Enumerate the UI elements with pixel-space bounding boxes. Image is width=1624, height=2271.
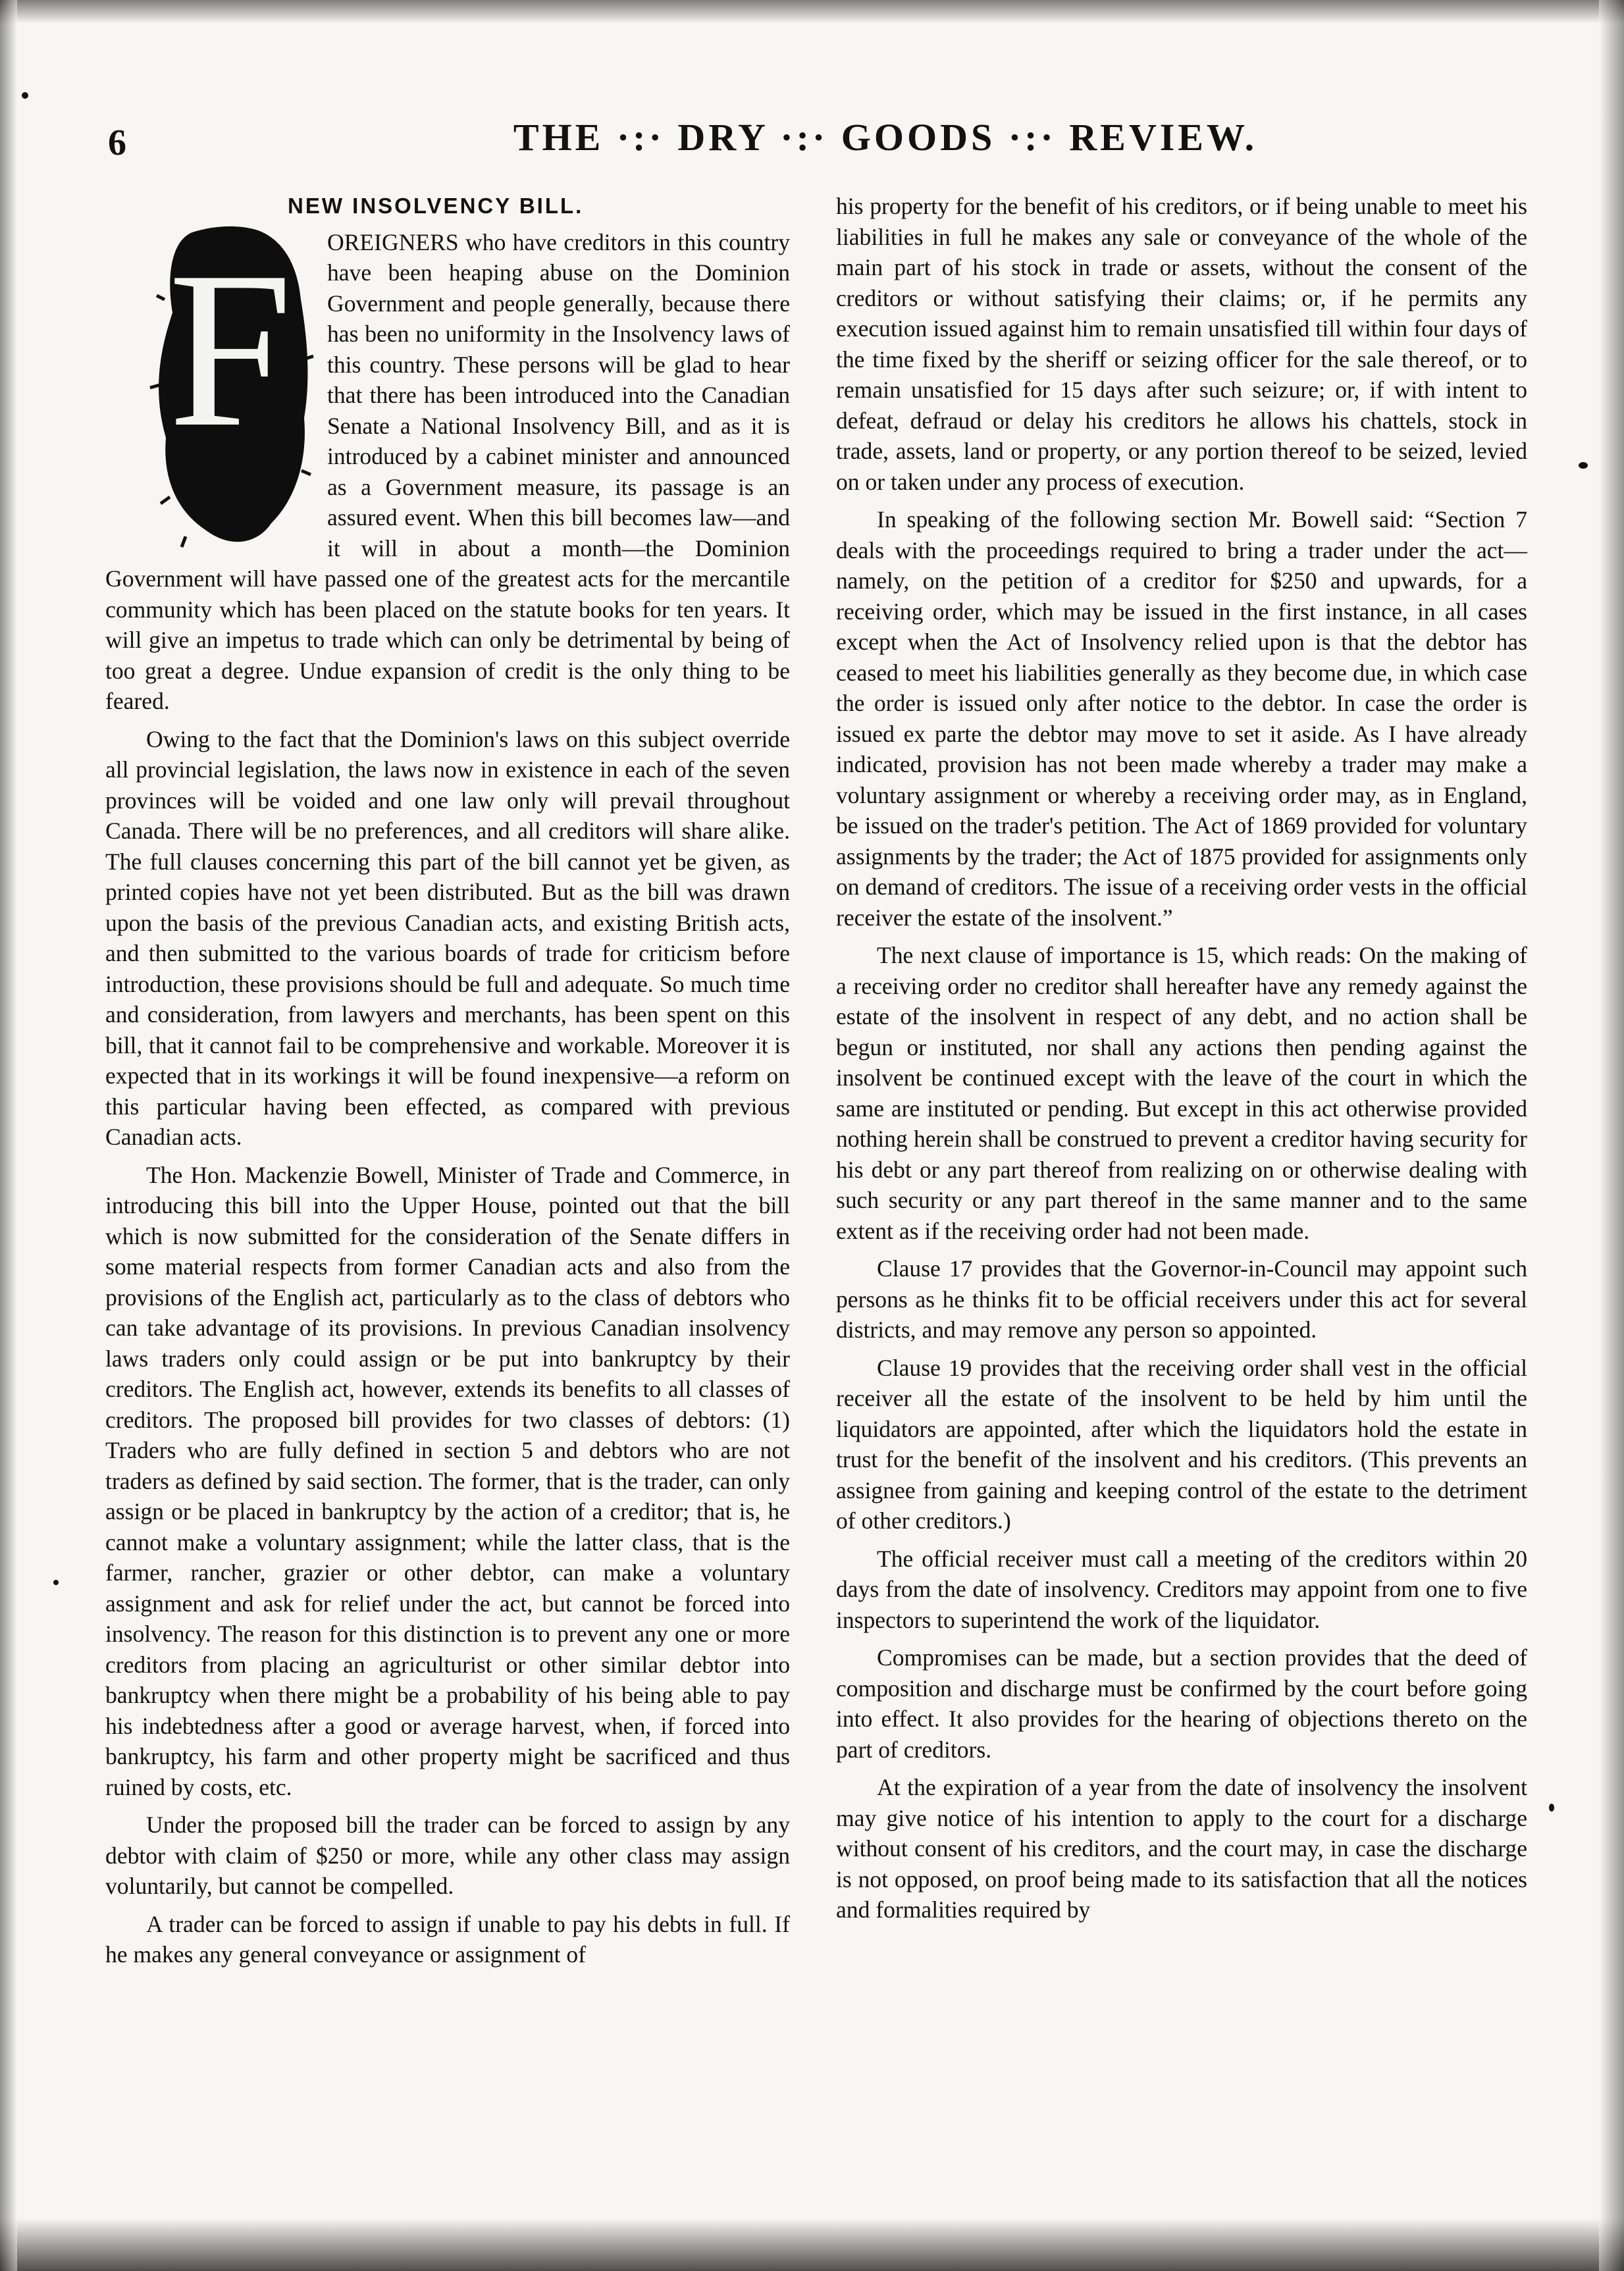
- right-paragraph-2: In speaking of the following section Mr. Bowell said: “Section 7 deals with the proceedings required to bring a trader under the act—namely, on the petition of a creditor for $250 and upwards, for a receiving order, which may be issued in the first instance, in all cases except when the Act of Insolvency relied upon is that the debtor has ceased to meet his liabilities generally as they become due, in which case the order is issued only after notice to the debtor. In case the order is issued ex parte the debtor may move to set it aside. As I have already indicated, provision has not been made whereby a trader may make a voluntary assignment or whereby a receiving order may, as in England, be issued on the trader's petition. The Act of 1869 provided for voluntary assignments by the trader; the Act of 1875 provided for assignments only on demand of creditors. The issue of a receiving order vests in the official receiver the estate of the insolvent.”: [836, 506, 1527, 931]
- dropcap-letter-f-icon: [146, 221, 314, 556]
- speck-mark: [53, 1580, 59, 1585]
- left-paragraph-2: Owing to the fact that the Dominion's laws on this subject override all provincial legislation, the laws now in existence in each of the seven provinces will be voided and one law only will prevail throughout Canada. There will be no preferences, and all creditors will share alike. The full clauses concerning this part of the bill cannot yet be given, as printed copies have not yet been distributed. But as the bill was drawn upon the basis of the previous Canadian acts, and existing British acts, and then submitted to the various boards of trade for criticism before introduction, these provisions should be full and adequate. So much time and consideration, from lawyers and merchants, has been spent on this bill, that it cannot fail to be comprehensive and workable. Moreover it is expected that in its workings it will be found inexpensive—a reform on this particular having been effected, as compared with previous Canadian acts.: [105, 725, 790, 1150]
- right-paragraph-6: The official receiver must call a meeting of the creditors within 20 days from the date of insolvency. Creditors may appoint from one to five inspectors to superintend the work of the liquidator.: [836, 1545, 1527, 1633]
- right-paragraph-3: The next clause of importance is 15, which reads: On the making of a receiving order no creditor shall hereafter have any remedy against the estate of the insolvent in respect of any debt, and no action shall be begun or instituted, nor shall any actions then pending against the insolvent be continued except with the leave of the court in which the same are instituted or pending. But except in this act otherwise provided nothing herein shall be construed to prevent a creditor having security for his debt or any part thereof from realizing on or otherwise dealing with such security or any part thereof in the same manner and to the same extent as if the receiving order had not been made.: [836, 942, 1527, 1244]
- page-edge-top: [0, 0, 1624, 24]
- speck-mark: [22, 92, 28, 99]
- left-paragraph-3: The Hon. Mackenzie Bowell, Minister of Trade and Commerce, in introducing this bill into the Upper House, pointed out that the bill which is now submitted for the consideration of the Senate differs in some material respects from former Canadian acts and also from the provisions of the English act, particularly as to the class of debtors who can take advantage of its provisions. In previous Canadian insolvency laws traders only could assign or be put into bankruptcy by their creditors. The English act, however, extends its benefits to all classes of creditors. The proposed bill provides for two classes of debtors: (1) Traders who are fully defined in section 5 and debtors who are not traders as defined by said section. The former, that is the trader, can only assign or be placed in bankruptcy by the action of a creditor; that is, he cannot make a voluntary assignment; while the latter class, that is the farmer, rancher, grazier or other debtor, can make a voluntary assignment and ask for relief under the act, but cannot be forced into insolvency. The reason for this distinction is to prevent any one or more creditors from placing an agriculturist or other similar debtor into bankruptcy when there might be a probability of his being able to pay his indebtedness after a good or average harvest, when, if forced into bankruptcy, his farm and other property might be sacrificed and thus ruined by costs, etc.: [105, 1161, 790, 1800]
- page-header: [99, 115, 1547, 174]
- page-edge-left: [0, 0, 17, 2271]
- page-number: 6: [108, 122, 126, 163]
- speck-mark: [1549, 1804, 1554, 1812]
- speck-mark: [1579, 462, 1588, 469]
- right-paragraph-4: Clause 17 provides that the Governor-in-Council may appoint such persons as he thinks fit to be official receivers under this act for several districts, and may remove any person so appointed.: [836, 1255, 1527, 1343]
- dropcap-ornament: [146, 221, 314, 556]
- left-paragraph-5: A trader can be forced to assign if unable to pay his debts in full. If he makes any general conveyance or assignment of: [105, 1910, 790, 1968]
- right-column: [836, 191, 1527, 1933]
- left-column: [105, 191, 790, 1977]
- right-paragraph-1: his property for the benefit of his creditors, or if being unable to meet his liabilities in full he makes any sale or conveyance of the whole of the main part of his stock in trade or assets, without the consent of the creditors or without satisfying their claims; or, if he permits any execution issued against him to remain unsatisfied till within four days of the time fixed by the sheriff or seizing officer for the sale thereof, or to remain unsatisfied for 15 days after such seizure; or, if with intent to defeat, defraud or delay his creditors he allows his chattels, stock in trade, assets, land or property, or any portion thereof to be seized, levied on or taken under any process of execution.: [836, 193, 1527, 495]
- running-title: THE ·:· DRY ·:· GOODS ·:· REVIEW.: [513, 116, 1258, 159]
- article-headline: NEW INSOLVENCY BILL.: [288, 194, 584, 218]
- right-paragraph-7: Compromises can be made, but a section provides that the deed of composition and discharge must be confirmed by the court before going into effect. It also provides for the hearing of objections thereto on the part of creditors.: [836, 1644, 1527, 1763]
- page-edge-right: [1599, 0, 1624, 2271]
- right-paragraph-5: Clause 19 provides that the receiving order shall vest in the official receiver all the estate of the insolvent to be held by him until the liquidators are appointed, after which the liquidators hold the estate in trust for the benefit of the insolvent and his creditors. (This prevents an assignee from gaining and keeping control of the estate to the detriment of other creditors.): [836, 1354, 1527, 1534]
- left-paragraph-4: Under the proposed bill the trader can be forced to assign by any debtor with claim of $250 or more, while any other class may assign voluntarily, but cannot be compelled.: [105, 1812, 790, 1899]
- page-edge-bottom: [0, 2218, 1624, 2271]
- dropcap-letter: F: [168, 224, 293, 473]
- left-paragraph-1: OREIGNERS who have creditors in this country have been heaping abuse on the Dominion Government and people generally, because there has been no uniformity in the Insolvency laws of this country. These persons will be glad to hear that there has been introduced into the Canadian Senate a National Insolvency Bill, and as it is introduced by a cabinet minister and announced as a Government measure, its passage is an assured event. When this bill becomes law—and it will in about a month—the Dominion Government will have passed one of the greatest acts for the mercantile community which has been placed on the statute books for ten years. It will give an impetus to trade which can only be detrimental by being of too great a degree. Undue expansion of credit is the only thing to be feared.: [105, 228, 790, 714]
- right-paragraph-8: At the expiration of a year from the date of insolvency the insolvent may give notice of his intention to apply to the court for a discharge without consent of his creditors, and the court may, in case the discharge is not opposed, on proof being made to its satisfaction that all the notices and formalities required by: [836, 1774, 1527, 1923]
